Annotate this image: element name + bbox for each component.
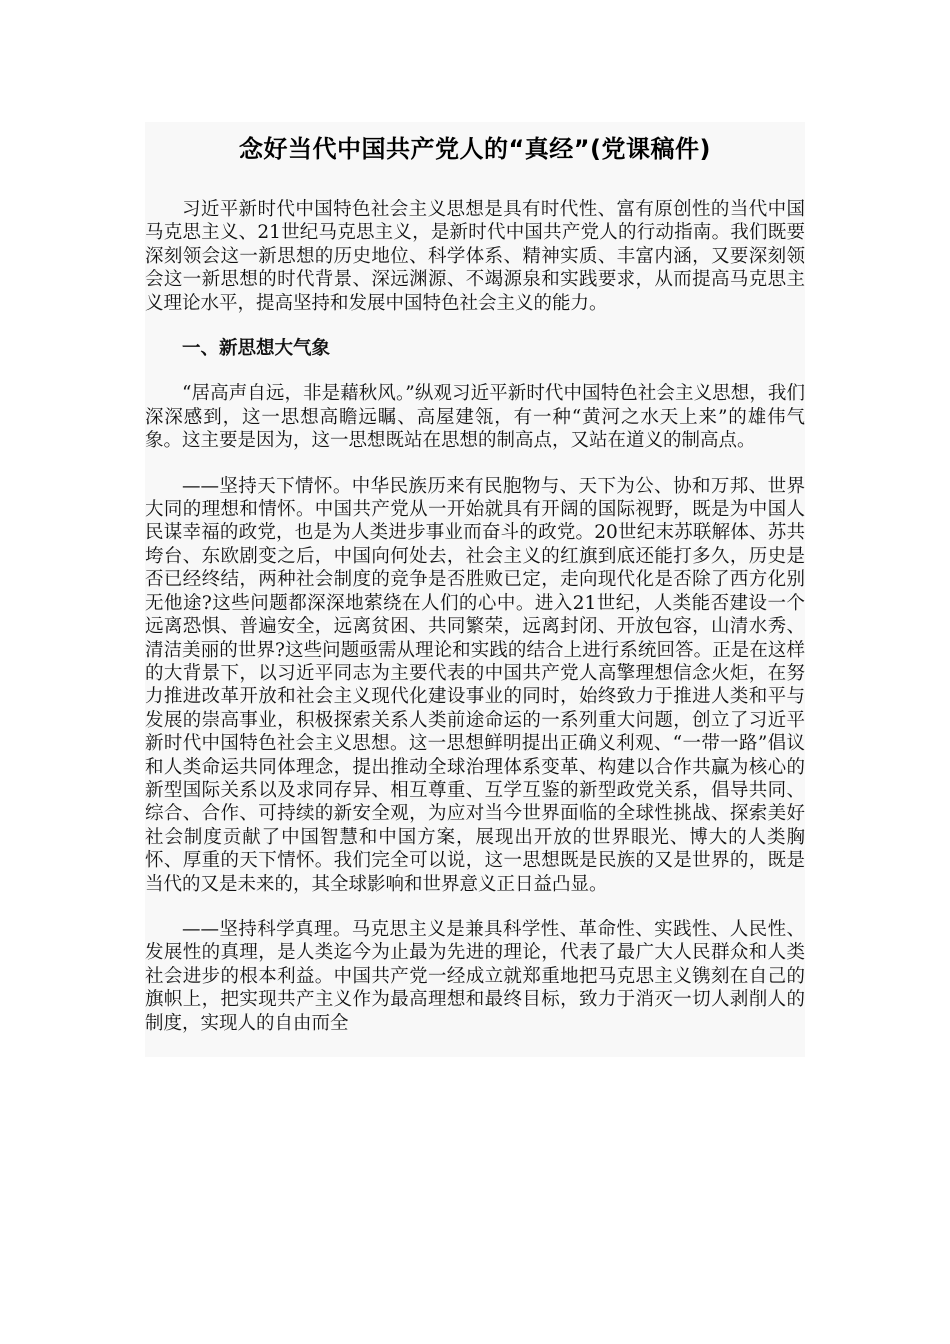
- section-heading: 一、新思想大气象: [182, 338, 331, 360]
- intro-paragraph: 习近平新时代中国特色社会主义思想是具有时代性、富有原创性的当代中国马克思主义、21世纪马克思主义，是新时代中国共产党人的行动指南。我们既要深刻领会这一新思想的历史地位、科学体系、精神实质、丰富内涵，又要深刻领会这一新思想的时代背景、深远渊源、不竭源泉和实践要求，从而提高马克思主义理论水平，提高坚持和发展中国特色社会主义的能力。: [145, 199, 805, 314]
- document-body: [145, 122, 805, 1057]
- body-paragraph: “居高声自远，非是藉秋风。”纵观习近平新时代中国特色社会主义思想，我们深深感到，这一思想高瞻远瞩、高屋建瓴，有一种“黄河之水天上来”的雄伟气象。这主要是因为，这一思想既站在思想的制高点，又站在道义的制高点。: [145, 383, 805, 452]
- document-title: 念好当代中国共产党人的“真经”(党课稿件): [239, 135, 711, 163]
- body-paragraph: ——坚持天下情怀。中华民族历来有民胞物与、天下为公、协和万邦、世界大同的理想和情怀。中国共产党从一开始就具有开阔的国际视野，既是为中国人民谋幸福的政党，也是为人类进步事业而奋斗的政党。20世纪末苏联解体、苏共垮台、东欧剧变之后，中国向何处去，社会主义的红旗到底还能打多久，历史是否已经终结，两种社会制度的竞争是否胜败已定，走向现代化是否除了西方化别无他途?这些问题都深深地萦绕在人们的心中。进入21世纪，人类能否建设一个远离恐惧、普遍安全，远离贫困、共同繁荣，远离封闭、开放包容，山清水秀、清洁美丽的世界?这些问题亟需从理论和实践的结合上进行系统回答。正是在这样的大背景下，以习近平同志为主要代表的中国共产党人高擎理想信念火炬，在努力推进改革开放和社会主义现代化建设事业的同时，始终致力于推进人类和平与发展的崇高事业，积极探索关系人类前途命运的一系列重大问题，创立了习近平新时代中国特色社会主义思想。这一思想鲜明提出正确义利观、“一带一路”倡议和人类命运共同体理念，提出推动全球治理体系变革、构建以合作共赢为核心的新型国际关系以及求同存异、相互尊重、互学互鉴的新型政党关系，倡导共同、综合、合作、可持续的新安全观，为应对当今世界面临的全球性挑战、探索美好社会制度贡献了中国智慧和中国方案，展现出开放的世界眼光、博大的人类胸怀、厚重的天下情怀。我们完全可以说，这一思想既是民族的又是世界的，既是当代的又是未来的，其全球影响和世界意义正日益凸显。: [145, 475, 805, 895]
- body-paragraph: ——坚持科学真理。马克思主义是兼具科学性、革命性、实践性、人民性、发展性的真理，是人类迄今为止最为先进的理论，代表了最广大人民群众和人类社会进步的根本利益。中国共产党一经成立就郑重地把马克思主义镌刻在自己的旗帜上，把实现共产主义作为最高理想和最终目标，致力于消灭一切人剥削人的制度，实现人的自由而全: [145, 918, 805, 1034]
